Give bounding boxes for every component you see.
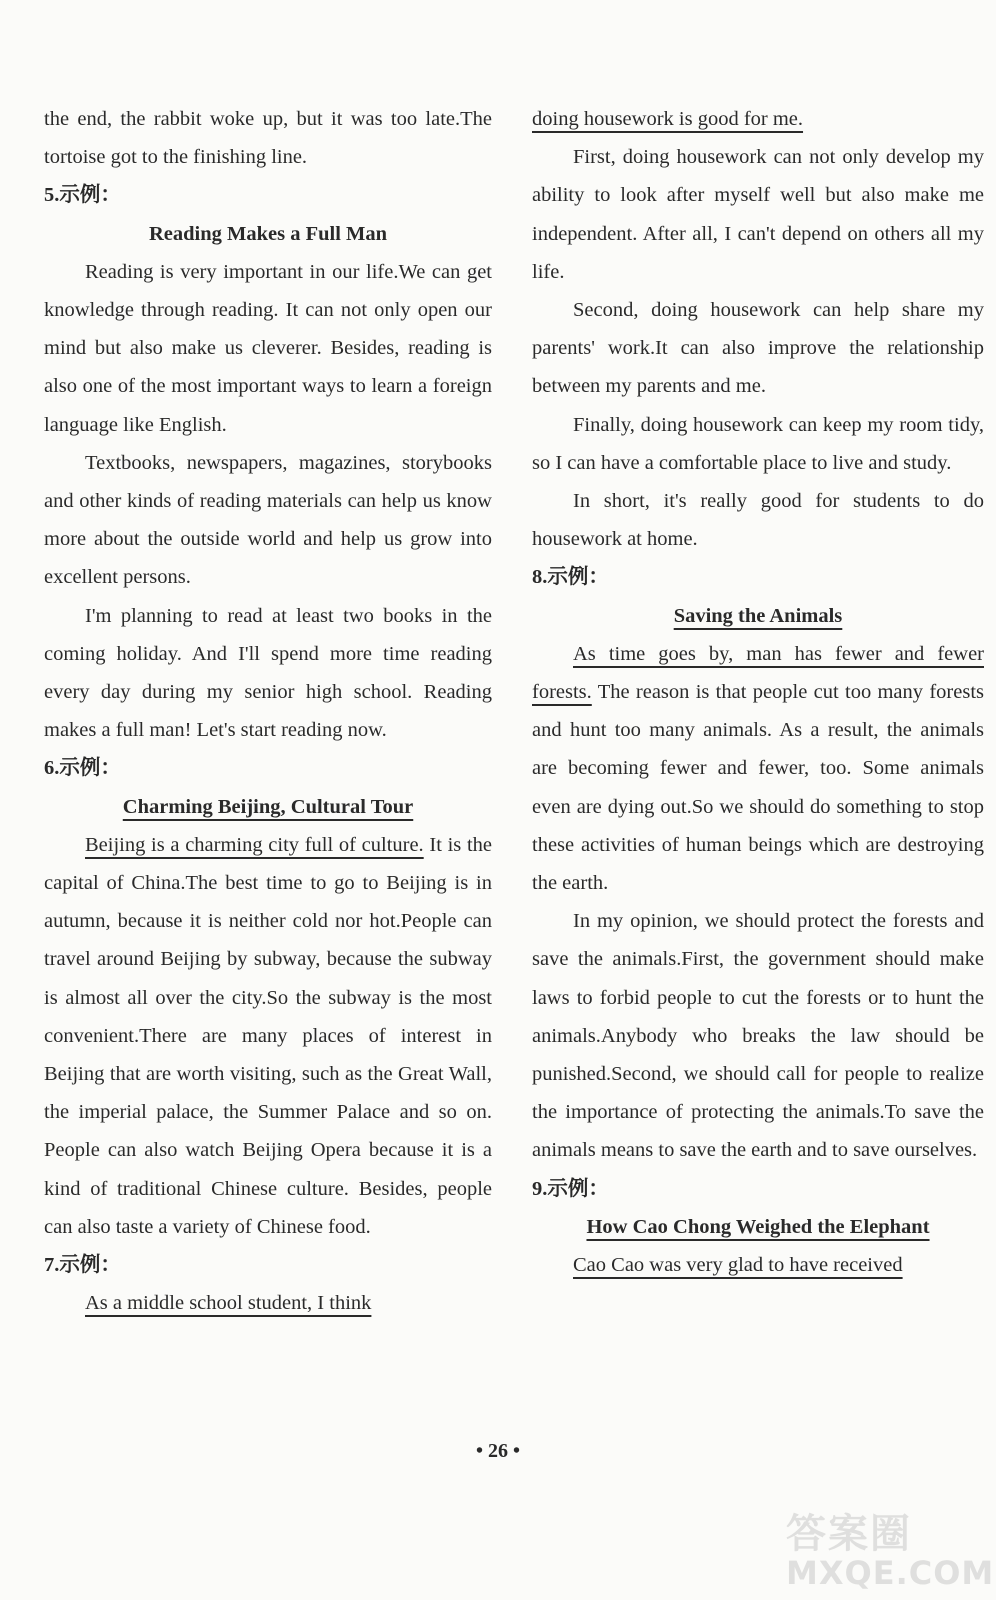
essay-7-paragraph-4: In short, it's really good for students to do housework at home. xyxy=(532,490,984,551)
essay-9-title-text: How Cao Chong Weighed the Elephant xyxy=(586,1215,930,1238)
essay-9-title xyxy=(532,1208,984,1246)
essay-7-topic-sentence-start: As a middle school student, I think xyxy=(85,1292,372,1315)
question-8-label: 8.示例： xyxy=(532,566,609,589)
essay-7-paragraph-1: First, doing housework can not only develop my ability to look after myself well but also make me independent. After all, I can't depend on others all my life. xyxy=(532,146,984,283)
continued-paragraph: the end, the rabbit woke up, but it was too late.The tortoise got to the finishing line. xyxy=(44,108,492,169)
essay-7-paragraph-2: Second, doing housework can help share my parents' work.It can also improve the relationship between my parents and me. xyxy=(532,299,984,398)
essay-8-paragraph-1 xyxy=(532,635,984,902)
essay-6-paragraph-1 xyxy=(44,826,492,1246)
essay-5-paragraph-3: I'm planning to read at least two books in the coming holiday. And I'll spend more time reading every day during my senior high school. Reading makes a full man! Let's start reading now. xyxy=(44,604,492,742)
essay-8-topic-sentence: As time goes by, man has fewer and fewer forests. xyxy=(532,642,984,704)
question-5-label: 5.示例： xyxy=(44,184,121,207)
left-column xyxy=(44,100,492,1323)
page-number: • 26 • xyxy=(475,1440,520,1462)
essay-7-opening-cont xyxy=(532,100,984,138)
essay-9-opening xyxy=(532,1246,984,1284)
watermark-domain: MXQE.COM xyxy=(786,1554,995,1592)
essay-8-title xyxy=(532,597,984,635)
essay-6-topic-sentence: Beijing is a charming city full of culture. xyxy=(85,833,424,856)
question-6-label: 6.示例： xyxy=(44,757,121,780)
essay-8-title-text: Saving the Animals xyxy=(673,604,843,627)
essay-7-topic-sentence-end: doing housework is good for me. xyxy=(532,108,804,130)
essay-5-paragraph-2: Textbooks, newspapers, magazines, storybooks and other kinds of reading materials can help us know more about the outside world and help us grow into excellent persons. xyxy=(44,451,492,589)
essay-7-opening xyxy=(44,1284,492,1322)
essay-6-body: It is the capital of China.The best time to go to Beijing is in autumn, because it is neither cold nor hot.People can travel around Beijing by subway, because the subway is almost all over the city.So the subway is the most convenient.There are many places of interest in Beijing that are worth visiting, such as the Great Wall, the imperial palace, the Summer Palace and so on. People can also watch Beijing Opera because it is a kind of traditional Chinese culture. Besides, people can also taste a variety of Chinese food. xyxy=(44,833,492,1238)
essay-9-topic-sentence-start: Cao Cao was very glad to have received xyxy=(573,1254,903,1277)
right-column xyxy=(532,100,984,1284)
question-9-label: 9.示例： xyxy=(532,1177,609,1200)
essay-8-paragraph-2: In my opinion, we should protect the forests and save the animals.First, the government should make laws to forbid people to cut the forests or to hunt the animals.Anybody who breaks the law should be punished.Second, we should call for people to realize the importance of protecting the animals.To save the animals means to save the earth and to save ourselves. xyxy=(532,910,984,1162)
essay-6-title-text: Charming Beijing, Cultural Tour xyxy=(122,795,414,818)
site-watermark xyxy=(786,1511,995,1592)
essay-7-paragraph-3: Finally, doing housework can keep my room tidy, so I can have a comfortable place to live and study. xyxy=(532,413,984,474)
question-7-label: 7.示例： xyxy=(44,1254,121,1277)
watermark-logo-text: 答案圈 xyxy=(786,1511,912,1557)
essay-6-title xyxy=(44,788,492,826)
essay-8-body: The reason is that people cut too many forests and hunt too many animals. As a result, the animals are becoming fewer and fewer, too. Some animals even are dying out.So we should do something to stop these activities of human beings which are destroying the earth. xyxy=(532,681,984,895)
essay-5-title: Reading Makes a Full Man xyxy=(148,222,388,245)
essay-5-paragraph-1: Reading is very important in our life.We can get knowledge through reading. It can not only open our mind but also make us cleverer. Besides, reading is also one of the most important ways to learn a foreign language like English. xyxy=(44,260,492,436)
